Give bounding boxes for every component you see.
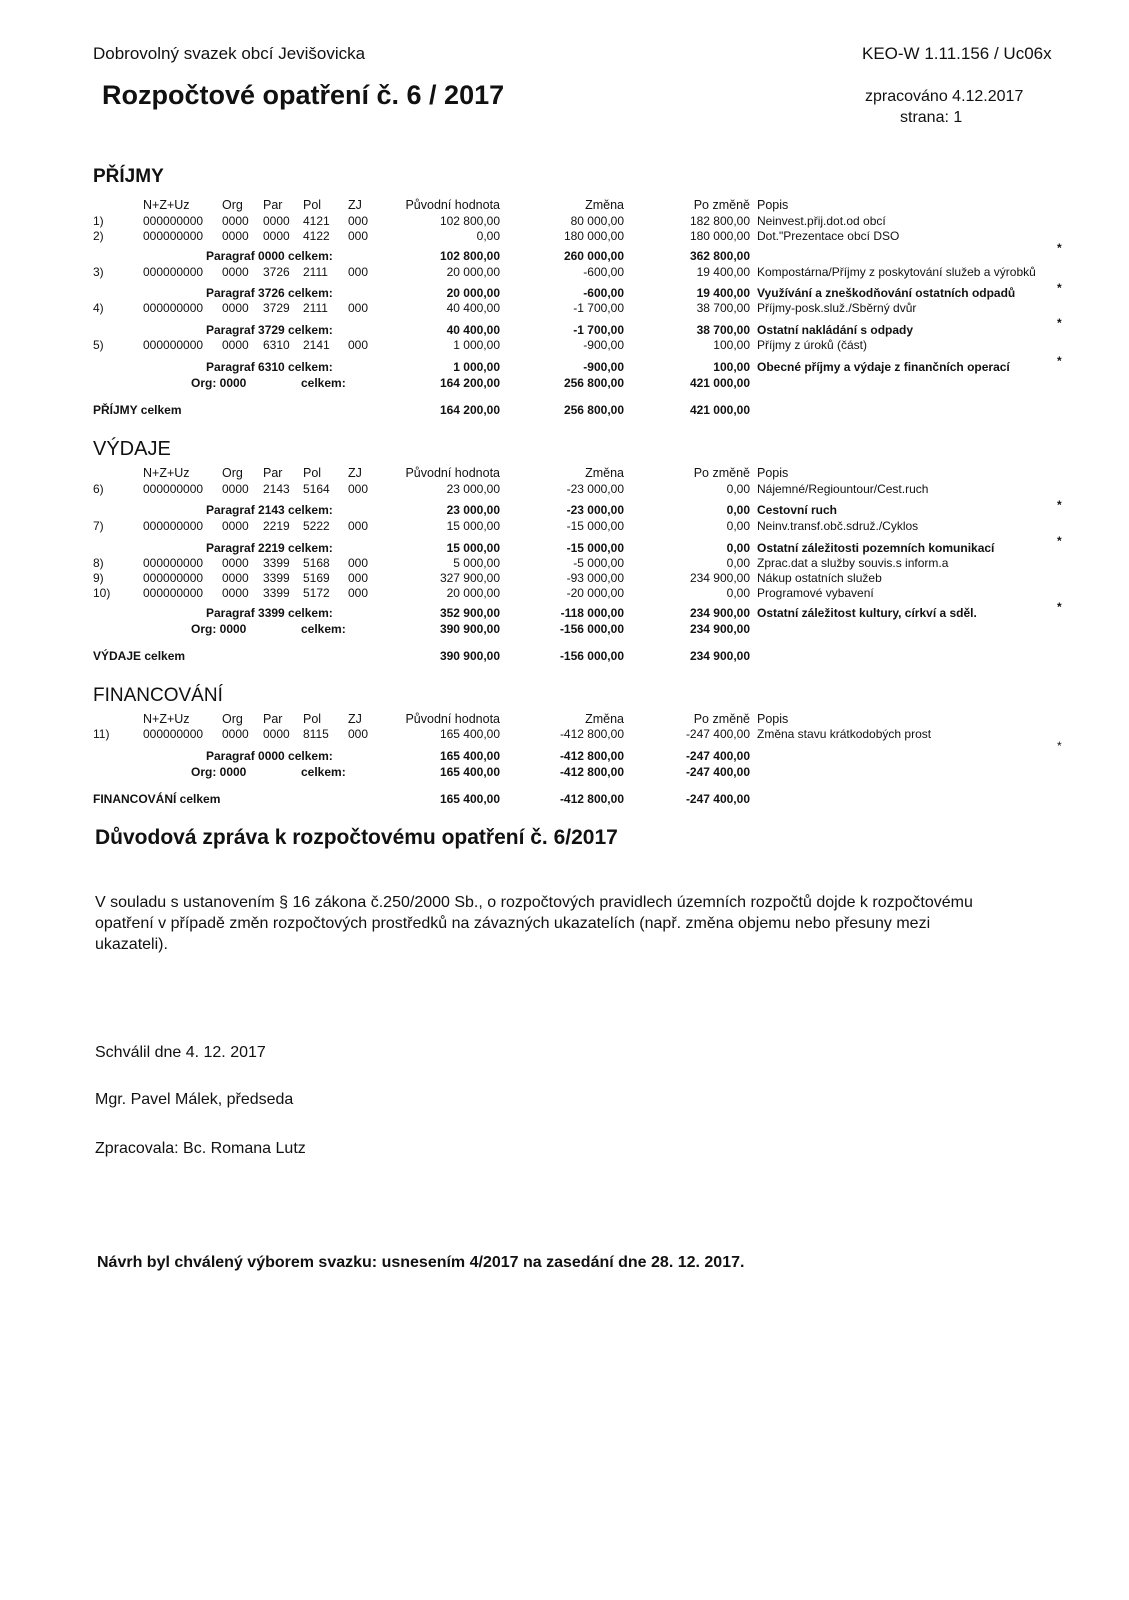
asterisk-mark: * [1057,739,1062,753]
row-number: 3) [93,265,104,279]
row-number: 6) [93,482,104,496]
row-org: 0000 [222,586,249,600]
col-orig: Původní hodnota [405,198,500,212]
row-orig: 0,00 [476,229,500,243]
col-par: Par [263,466,283,480]
grand-total-orig: 165 400,00 [439,792,500,806]
org-total-change: -156 000,00 [559,622,624,636]
row-orig: 23 000,00 [446,482,500,496]
subtotal-label: Paragraf 3399 celkem: [206,606,333,620]
subtotal-after: -247 400,00 [685,749,750,763]
row-orig: 102 800,00 [439,214,500,228]
subtotal-after: 38 700,00 [696,323,750,337]
grand-total-label: FINANCOVÁNÍ celkem [93,792,221,806]
subtotal-row [0,534,1129,556]
grand-total-change: 256 800,00 [563,403,624,417]
table-row [0,229,1129,244]
row-zj: 000 [348,519,369,533]
col-zj: ZJ [348,712,362,726]
row-desc: Dot."Prezentace obcí DSO [757,229,900,243]
col-pol: Pol [303,198,322,212]
subtotal-desc: Ostatní nakládání s odpady [757,323,914,337]
row-change: -15 000,00 [566,519,624,533]
row-nzu: 000000000 [143,229,204,243]
row-desc: Nájemné/Regiountour/Cest.ruch [757,482,929,496]
asterisk-mark: * [1057,241,1062,255]
row-zj: 000 [348,571,369,585]
grand-total-change: -156 000,00 [559,649,624,663]
org-total-after: -247 400,00 [685,765,750,779]
row-number: 9) [93,571,104,585]
row-change: -900,00 [583,338,624,352]
org-total-row [0,622,1129,637]
row-par: 3726 [263,265,290,279]
row-pol: 5172 [303,586,330,600]
row-orig: 327 900,00 [439,571,500,585]
row-nzu: 000000000 [143,727,204,741]
col-pol: Pol [303,712,322,726]
grand-total-row [0,403,1129,418]
row-after: -247 400,00 [685,727,750,741]
grand-total-after: -247 400,00 [685,792,750,806]
row-par: 2143 [263,482,290,496]
row-number: 1) [93,214,104,228]
expenses-column-headers [0,466,1129,481]
asterisk-mark: * [1057,316,1062,330]
row-after: 100,00 [713,338,750,352]
row-orig: 5 000,00 [453,556,500,570]
subtotal-change: -118 000,00 [560,606,624,620]
subtotal-change: -23 000,00 [566,503,624,517]
organization-name: Dobrovolný svazek obcí Jevišovicka [93,44,366,63]
subtotal-desc: Ostatní záležitosti pozemních komunikací [757,541,995,555]
col-after: Po změně [693,712,750,726]
org-total-suffix: celkem: [301,376,346,390]
subtotal-label: Paragraf 6310 celkem: [206,360,333,374]
subtotal-desc: Cestovní ruch [757,503,838,517]
subtotal-desc: Využívání a zneškodňování ostatních odpadů [757,286,1016,300]
grand-total-orig: 164 200,00 [439,403,500,417]
row-desc: Nákup ostatních služeb [757,571,882,585]
table-row [0,214,1129,229]
row-number: 5) [93,338,104,352]
row-number: 7) [93,519,104,533]
col-change: Změna [585,712,624,726]
row-after: 0,00 [726,519,750,533]
subtotal-row [0,316,1129,338]
grand-total-row [0,792,1129,807]
row-zj: 000 [348,214,369,228]
row-nzu: 000000000 [143,482,204,496]
table-row [0,482,1129,497]
table-row [0,586,1129,601]
col-desc: Popis [757,198,789,212]
org-total-suffix: celkem: [301,622,346,636]
row-org: 0000 [222,265,249,279]
subtotal-desc: Ostatní záležitost kultury, církví a sděl. [757,606,977,620]
grand-total-orig: 390 900,00 [439,649,500,663]
income-section-title: PŘÍJMY [93,166,164,187]
subtotal-change: -900,00 [583,360,624,374]
grand-total-label: PŘÍJMY celkem [93,403,182,417]
asterisk-mark: * [1057,498,1062,512]
subtotal-orig: 352 900,00 [439,606,500,620]
row-pol: 5222 [303,519,330,533]
row-change: -412 800,00 [559,727,624,741]
row-zj: 000 [348,265,369,279]
prepared-by: Zpracovala: Bc. Romana Lutz [95,1140,306,1157]
subtotal-row [0,241,1129,264]
row-nzu: 000000000 [143,556,204,570]
table-row [0,301,1129,316]
org-total-row [0,376,1129,391]
org-total-orig: 165 400,00 [439,765,500,779]
row-orig: 20 000,00 [446,265,500,279]
asterisk-mark: * [1057,354,1062,368]
subtotal-orig: 165 400,00 [439,749,500,763]
row-after: 38 700,00 [696,301,750,315]
row-org: 0000 [222,301,249,315]
col-org: Org [222,198,243,212]
subtotal-row [0,749,1129,764]
row-par: 0000 [263,727,290,741]
subtotal-row [0,281,1129,301]
subtotal-after: 362 800,00 [689,249,750,263]
expenses-section-title: VÝDAJE [93,438,171,460]
board-approval: Návrh byl chválený výborem svazku: usnesením 4/2017 na zasedání dne 28. 12. 2017. [97,1254,745,1271]
row-org: 0000 [222,214,249,228]
row-desc: Příjmy-posk.služ./Sběrný dvůr [757,301,917,315]
org-total-change: -412 800,00 [559,765,624,779]
row-number: 8) [93,556,104,570]
processed-date: zpracováno 4.12.2017 [865,88,1024,105]
row-number: 4) [93,301,104,315]
grand-total-after: 234 900,00 [689,649,750,663]
row-after: 234 900,00 [689,571,750,585]
subtotal-orig: 15 000,00 [446,541,500,555]
subtotal-row [0,600,1129,621]
row-pol: 2111 [303,265,328,279]
row-par: 3399 [263,586,290,600]
row-change: -600,00 [583,265,624,279]
org-total-orig: 164 200,00 [439,376,500,390]
grand-total-after: 421 000,00 [689,403,750,417]
subtotal-after: 234 900,00 [689,606,750,620]
col-desc: Popis [757,712,789,726]
subtotal-label: Paragraf 2143 celkem: [206,503,333,517]
row-change: -1 700,00 [573,301,624,315]
row-org: 0000 [222,571,249,585]
row-orig: 40 400,00 [446,301,500,315]
org-total-label: Org: 0000 [191,376,247,390]
subtotal-label: Paragraf 3729 celkem: [206,323,333,337]
row-org: 0000 [222,519,249,533]
row-nzu: 000000000 [143,571,204,585]
row-zj: 000 [348,727,369,741]
row-zj: 000 [348,229,369,243]
col-org: Org [222,712,243,726]
row-change: 180 000,00 [563,229,624,243]
row-pol: 5169 [303,571,330,585]
subtotal-orig: 1 000,00 [453,360,500,374]
subtotal-label: Paragraf 0000 celkem: [206,249,333,263]
row-org: 0000 [222,556,249,570]
row-zj: 000 [348,301,369,315]
org-total-change: 256 800,00 [563,376,624,390]
row-desc: Neinv.transf.obč.sdruž./Cyklos [757,519,919,533]
row-orig: 15 000,00 [446,519,500,533]
subtotal-change: 260 000,00 [563,249,624,263]
row-desc: Zprac.dat a služby souvis.s inform.a [757,556,949,570]
grand-total-label: VÝDAJE celkem [93,649,186,663]
row-pol: 4121 [303,214,330,228]
grand-total-change: -412 800,00 [559,792,624,806]
financing-section-title: FINANCOVÁNÍ [93,685,223,706]
row-change: -20 000,00 [566,586,624,600]
col-zj: ZJ [348,198,362,212]
row-nzu: 000000000 [143,214,204,228]
chairman: Mgr. Pavel Málek, předseda [95,1091,294,1108]
justification-title: Důvodová zpráva k rozpočtovému opatření č. 6/2017 [95,826,618,849]
org-total-orig: 390 900,00 [439,622,500,636]
row-number: 10) [93,586,111,600]
subtotal-change: -1 700,00 [573,323,624,337]
grand-total-row [0,649,1129,664]
row-nzu: 000000000 [143,519,204,533]
subtotal-row [0,354,1129,375]
table-row [0,265,1129,280]
row-after: 180 000,00 [689,229,750,243]
subtotal-label: Paragraf 3726 celkem: [206,286,333,300]
row-pol: 2111 [303,301,328,315]
row-number: 2) [93,229,104,243]
subtotal-change: -15 000,00 [566,541,624,555]
row-par: 0000 [263,229,290,243]
org-total-label: Org: 0000 [191,622,247,636]
row-org: 0000 [222,482,249,496]
row-change: -23 000,00 [566,482,624,496]
approved-date: Schválil dne 4. 12. 2017 [95,1044,266,1061]
subtotal-orig: 23 000,00 [446,503,500,517]
row-nzu: 000000000 [143,265,204,279]
col-orig: Původní hodnota [405,712,500,726]
row-change: -93 000,00 [566,571,624,585]
subtotal-desc: Obecné příjmy a výdaje z finančních operací [757,360,1010,374]
row-after: 0,00 [726,586,750,600]
col-after: Po změně [693,198,750,212]
row-desc: Kompostárna/Příjmy z poskytování služeb a výrobků [757,265,1036,279]
row-orig: 20 000,00 [446,586,500,600]
row-nzu: 000000000 [143,301,204,315]
row-zj: 000 [348,482,369,496]
row-nzu: 000000000 [143,338,204,352]
row-desc: Příjmy z úroků (část) [757,338,868,352]
org-total-after: 234 900,00 [689,622,750,636]
row-org: 0000 [222,727,249,741]
org-total-after: 421 000,00 [689,376,750,390]
income-column-headers [0,198,1129,213]
row-zj: 000 [348,586,369,600]
table-row [0,519,1129,534]
subtotal-change: -600,00 [583,286,624,300]
row-org: 0000 [222,338,249,352]
row-pol: 2141 [303,338,330,352]
row-orig: 165 400,00 [439,727,500,741]
row-orig: 1 000,00 [453,338,500,352]
row-after: 0,00 [726,556,750,570]
row-par: 2219 [263,519,290,533]
row-desc: Programové vybavení [757,586,874,600]
row-org: 0000 [222,229,249,243]
col-after: Po změně [693,466,750,480]
col-nzu: N+Z+Uz [143,198,190,212]
row-after: 19 400,00 [696,265,750,279]
row-pol: 5168 [303,556,330,570]
row-number: 11) [93,727,110,741]
subtotal-after: 19 400,00 [696,286,750,300]
justification-body: V souladu s ustanovením § 16 zákona č.250/2000 Sb., o rozpočtových pravidlech územních rozpočtů dojde k rozpočtovému opatření v případě změn rozpočtových prostředků na závazných ukazatelích (např. změna objemu nebo přesuny mezi ukazateli). [95,894,973,953]
subtotal-row [0,498,1129,518]
subtotal-orig: 40 400,00 [446,323,500,337]
subtotal-after: 100,00 [713,360,750,374]
subtotal-label: Paragraf 2219 celkem: [206,541,333,555]
row-par: 3399 [263,571,290,585]
subtotal-after: 0,00 [726,503,750,517]
row-par: 3729 [263,301,290,315]
asterisk-mark: * [1057,600,1062,614]
table-row [0,556,1129,571]
row-nzu: 000000000 [143,586,204,600]
asterisk-mark: * [1057,534,1062,548]
page-number: strana: 1 [900,109,963,126]
row-par: 3399 [263,556,290,570]
row-zj: 000 [348,556,369,570]
col-par: Par [263,198,283,212]
subtotal-after: 0,00 [726,541,750,555]
table-row [0,571,1129,586]
org-total-suffix: celkem: [301,765,346,779]
col-nzu: N+Z+Uz [143,712,190,726]
col-org: Org [222,466,243,480]
col-par: Par [263,712,283,726]
row-after: 182 800,00 [689,214,750,228]
asterisk-mark: * [1057,281,1062,295]
col-orig: Původní hodnota [405,466,500,480]
col-desc: Popis [757,466,789,480]
financing-column-headers [0,712,1129,727]
subtotal-orig: 20 000,00 [446,286,500,300]
row-pol: 5164 [303,482,330,496]
col-change: Změna [585,466,624,480]
row-pol: 8115 [303,727,329,741]
org-total-label: Org: 0000 [191,765,247,779]
row-change: -5 000,00 [573,556,624,570]
table-row [0,727,1129,753]
col-pol: Pol [303,466,322,480]
col-change: Změna [585,198,624,212]
page-title: Rozpočtové opatření č. 6 / 2017 [102,80,505,110]
row-change: 80 000,00 [570,214,624,228]
document-code: KEO-W 1.11.156 / Uc06x [862,44,1052,63]
row-par: 6310 [263,338,290,352]
row-after: 0,00 [726,482,750,496]
row-par: 0000 [263,214,290,228]
row-pol: 4122 [303,229,330,243]
table-row [0,338,1129,353]
col-nzu: N+Z+Uz [143,466,190,480]
row-desc: Změna stavu krátkodobých prost [757,727,932,741]
org-total-row [0,765,1129,780]
col-zj: ZJ [348,466,362,480]
subtotal-change: -412 800,00 [559,749,624,763]
row-zj: 000 [348,338,369,352]
subtotal-orig: 102 800,00 [439,249,500,263]
row-desc: Neinvest.přij.dot.od obcí [757,214,886,228]
subtotal-label: Paragraf 0000 celkem: [206,749,333,763]
